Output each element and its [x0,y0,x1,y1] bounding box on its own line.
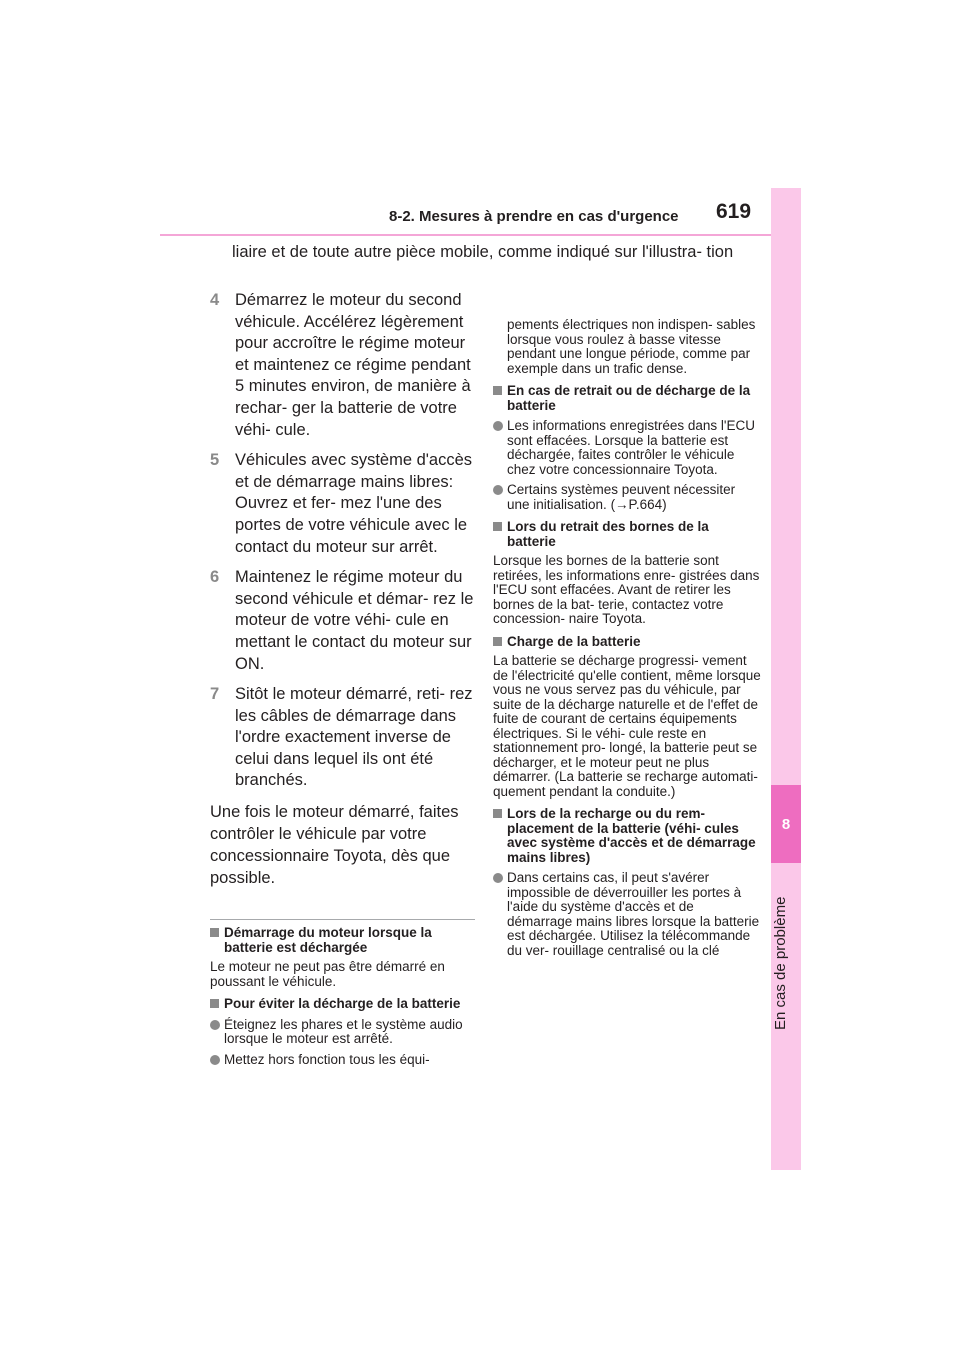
square-bullet-icon [210,999,219,1008]
section-title-text: Pour éviter la décharge de la batterie [224,996,461,1012]
section-divider [210,919,475,920]
step-item [210,684,475,792]
right-column [493,318,761,966]
header-divider [160,234,772,236]
square-bullet-icon [493,809,502,818]
header-section-title: 8-2. Mesures à prendre en cas d'urgence [389,208,679,225]
square-bullet-icon [493,386,502,395]
circle-bullet-icon [210,1020,220,1030]
circle-bullet-icon [493,485,503,495]
bullet-item [493,871,761,958]
bullet-item [493,419,761,477]
step-text: Sitôt le moteur démarré, reti- rez les câbles de démarrage dans l'ordre exactement inverse de celui dans lequel ils ont été branchés. [235,685,473,790]
bullet-text: Les informations enregistrées dans l'ECU sont effacées. Lorsque la batterie est déchargée, faites contrôler le véhicule chez votre concessionnaire Toyota. [507,418,755,477]
section-title [210,926,475,955]
section-title [493,635,761,650]
step-number: 7 [210,685,220,704]
intro-text: liaire et de toute autre pièce mobile, comme indiqué sur l'illustra- tion [232,243,734,261]
square-bullet-icon [493,637,502,646]
section-title [493,384,761,413]
left-column [210,290,475,1075]
section-title-text: En cas de retrait ou de décharge de la batterie [507,383,751,413]
bullet-text: Dans certains cas, il peut s'avérer impossible de déverrouiller les portes à l'aide du système d'accès et de démarrage mains libres lorsque la batterie est déchargée. Utilisez la télécommande du ver- rouillage centralisé ou la clé [507,870,760,958]
step-number: 5 [210,451,220,470]
step-number: 4 [210,291,220,309]
section-title [493,520,761,549]
closing-paragraph: Une fois le moteur démarré, faites contrôler le véhicule par votre concessionnaire Toyota, dès que possible. [210,803,459,888]
bullet-text: pements électriques non indispen- sables lorsque vous roulez à basse vitesse pendant une longue période, comme par exemple dans un trafic dense. [507,317,756,376]
bullet-text: Éteignez les phares et le système audio lorsque le moteur est arrêté. [224,1016,463,1047]
page-number: 619 [716,200,752,223]
step-item [210,567,475,675]
bullet-item [210,1053,475,1068]
bullet-continuation [493,318,761,376]
section-title-text: Lors de la recharge ou du rem- placement de la batterie (véhi- cules avec système d'accès et de démarrage mains libres) [507,806,756,865]
step-item [210,290,475,441]
section-title-text: Charge de la batterie [507,633,641,649]
chapter-number-badge: 8 [771,785,801,863]
circle-bullet-icon [493,873,503,883]
bullet-text: Mettez hors fonction tous les équi- [224,1051,430,1067]
info-section [210,926,475,989]
circle-bullet-icon [210,1055,220,1065]
info-section [493,807,761,958]
info-section [210,997,475,1067]
info-section [493,520,761,627]
square-bullet-icon [210,928,219,937]
step-text: Démarrez le moteur du second véhicule. Accélérez légèrement pour accroître le régime moteur et maintenez ce régime pendant 5 minutes environ, de manière à rechar- ger la batterie de votre véhi- cule. [235,291,471,439]
step-text: Véhicules avec système d'accès et de démarrage mains libres: Ouvrez et fer- mez l'une des portes de votre véhicule avec le contact du moteur sur arrêt. [235,451,473,556]
section-title-text: Démarrage du moteur lorsque la batterie est déchargée [224,925,432,955]
step-text: Maintenez le régime moteur du second véhicule et démar- rez le moteur de votre véhi- cule en mettant le contact du moteur sur ON. [235,568,474,673]
info-section [493,384,761,512]
section-title [210,997,475,1012]
section-title [493,807,761,865]
section-title-text: Lors du retrait des bornes de la batterie [507,519,709,549]
section-body: La batterie se décharge progressi- vement de l'électricité qu'elle contient, même lorsque vous ne vous servez pas du véhicule, par suite de la décharge naturelle et de l'effet de fuite de courant de certains équipements électriques. Si le véhi- cule reste en stationnement pro- longé, la batterie peut se décharger, et le moteur peut ne plus démarrer. (La batterie se recharge automati- quement pendant la conduite.) [493,653,761,799]
bullet-item [493,483,761,512]
circle-bullet-icon [493,421,503,431]
bullet-item [210,1018,475,1047]
section-body: Le moteur ne peut pas être démarré en poussant le véhicule. [210,959,445,989]
step-number: 6 [210,568,220,587]
info-section [493,635,761,800]
bullet-text: Certains systèmes peuvent nécessiter une initialisation. (→P.664) [507,482,736,512]
square-bullet-icon [493,522,502,531]
section-body: Lorsque les bornes de la batterie sont retirées, les informations enre- gistrées dans l'ECU sont effacées. Avant de retirer les bornes de la bat- terie, contactez votre concession- naire Toyota. [493,553,760,626]
chapter-label: En cas de problème [772,896,789,1030]
step-item [210,450,475,558]
